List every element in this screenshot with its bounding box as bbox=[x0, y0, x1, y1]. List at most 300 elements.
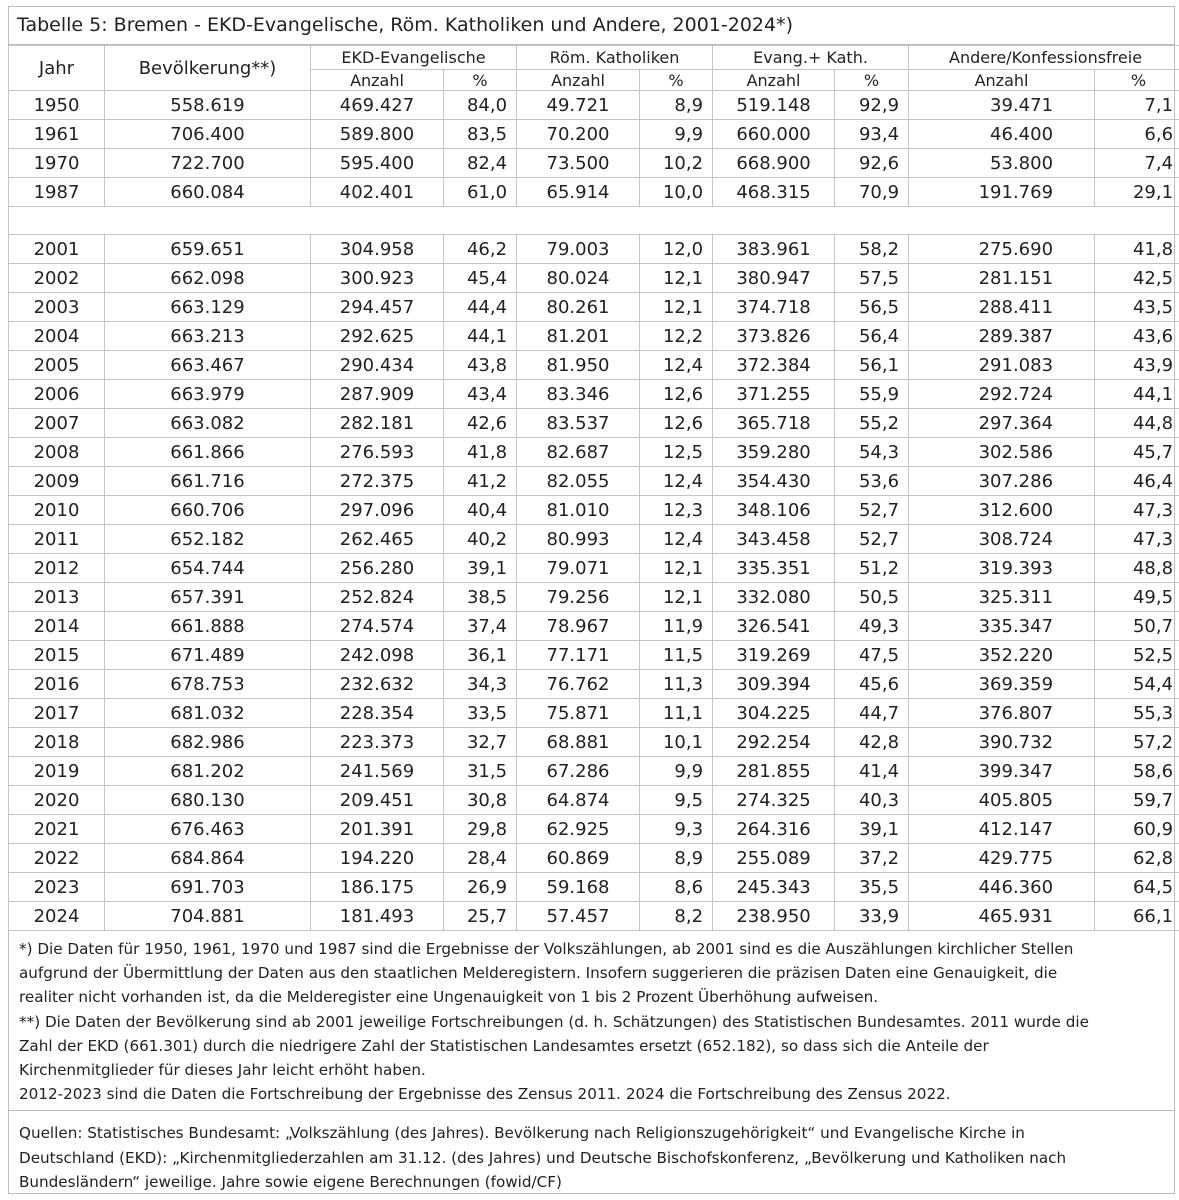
footnote-line: **) Die Daten der Bevölkerung sind ab 2001 jeweilige Fortschreibungen (d. h. Schätzungen) des Statistischen Bundesamtes. 2011 wurde die bbox=[19, 1012, 1089, 1031]
cell-ekd-percent: 42,6 bbox=[444, 409, 517, 438]
cell-bevoelkerung: 706.400 bbox=[105, 120, 311, 149]
cell-ekd-anzahl: 181.493 bbox=[311, 902, 444, 931]
cell-andere-anzahl: 288.411 bbox=[909, 293, 1095, 322]
cell-ekd-percent: 41,2 bbox=[444, 467, 517, 496]
cell-kath-anzahl: 80.261 bbox=[517, 293, 640, 322]
cell-evkath-percent: 56,4 bbox=[835, 322, 909, 351]
cell-bevoelkerung: 663.129 bbox=[105, 293, 311, 322]
cell-kath-percent: 12,6 bbox=[640, 409, 713, 438]
cell-ekd-percent: 28,4 bbox=[444, 844, 517, 873]
cell-ekd-anzahl: 292.625 bbox=[311, 322, 444, 351]
cell-evkath-anzahl: 274.325 bbox=[713, 786, 835, 815]
cell-bevoelkerung: 661.716 bbox=[105, 467, 311, 496]
cell-kath-anzahl: 77.171 bbox=[517, 641, 640, 670]
cell-bevoelkerung: 663.213 bbox=[105, 322, 311, 351]
cell-jahr: 2016 bbox=[9, 670, 105, 699]
cell-kath-anzahl: 81.950 bbox=[517, 351, 640, 380]
cell-kath-percent: 9,5 bbox=[640, 786, 713, 815]
data-table bbox=[8, 45, 1179, 931]
cell-andere-anzahl: 390.732 bbox=[909, 728, 1095, 757]
cell-ekd-percent: 46,2 bbox=[444, 235, 517, 264]
header-anzahl: Anzahl bbox=[311, 70, 444, 91]
cell-jahr: 2017 bbox=[9, 699, 105, 728]
cell-andere-anzahl: 308.724 bbox=[909, 525, 1095, 554]
cell-ekd-percent: 40,2 bbox=[444, 525, 517, 554]
cell-kath-anzahl: 82.055 bbox=[517, 467, 640, 496]
cell-andere-anzahl: 275.690 bbox=[909, 235, 1095, 264]
cell-andere-percent: 49,5 bbox=[1095, 583, 1179, 612]
cell-jahr: 2002 bbox=[9, 264, 105, 293]
cell-bevoelkerung: 663.979 bbox=[105, 380, 311, 409]
table-body bbox=[9, 46, 1179, 931]
cell-ekd-anzahl: 294.457 bbox=[311, 293, 444, 322]
cell-evkath-percent: 41,4 bbox=[835, 757, 909, 786]
table-row bbox=[9, 902, 1179, 931]
cell-kath-percent: 8,2 bbox=[640, 902, 713, 931]
cell-ekd-percent: 32,7 bbox=[444, 728, 517, 757]
cell-ekd-anzahl: 297.096 bbox=[311, 496, 444, 525]
cell-evkath-anzahl: 335.351 bbox=[713, 554, 835, 583]
table-row bbox=[9, 728, 1179, 757]
cell-kath-percent: 9,3 bbox=[640, 815, 713, 844]
cell-kath-percent: 11,5 bbox=[640, 641, 713, 670]
cell-kath-anzahl: 83.346 bbox=[517, 380, 640, 409]
header-bevoelkerung: Bevölkerung**) bbox=[105, 46, 311, 91]
table-row bbox=[9, 554, 1179, 583]
cell-andere-anzahl: 399.347 bbox=[909, 757, 1095, 786]
footnote-line: realiter nicht vorhanden ist, da die Melderegister eine Ungenauigkeit von 1 bis 2 Prozent Überhöhung aufweisen. bbox=[19, 988, 879, 1007]
cell-ekd-percent: 41,8 bbox=[444, 438, 517, 467]
sources bbox=[9, 1111, 1174, 1194]
cell-andere-anzahl: 297.364 bbox=[909, 409, 1095, 438]
cell-ekd-anzahl: 232.632 bbox=[311, 670, 444, 699]
cell-ekd-anzahl: 300.923 bbox=[311, 264, 444, 293]
cell-andere-percent: 47,3 bbox=[1095, 496, 1179, 525]
cell-andere-anzahl: 281.151 bbox=[909, 264, 1095, 293]
cell-andere-anzahl: 465.931 bbox=[909, 902, 1095, 931]
cell-bevoelkerung: 691.703 bbox=[105, 873, 311, 902]
cell-kath-anzahl: 81.010 bbox=[517, 496, 640, 525]
cell-andere-anzahl: 325.311 bbox=[909, 583, 1095, 612]
cell-kath-percent: 12,1 bbox=[640, 293, 713, 322]
cell-andere-percent: 52,5 bbox=[1095, 641, 1179, 670]
cell-evkath-percent: 45,6 bbox=[835, 670, 909, 699]
cell-ekd-anzahl: 228.354 bbox=[311, 699, 444, 728]
cell-jahr: 2007 bbox=[9, 409, 105, 438]
cell-evkath-anzahl: 343.458 bbox=[713, 525, 835, 554]
cell-andere-percent: 43,9 bbox=[1095, 351, 1179, 380]
cell-evkath-anzahl: 373.826 bbox=[713, 322, 835, 351]
cell-andere-percent: 7,1 bbox=[1095, 91, 1179, 120]
header-percent: % bbox=[1095, 70, 1179, 91]
cell-bevoelkerung: 681.202 bbox=[105, 757, 311, 786]
cell-andere-anzahl: 369.359 bbox=[909, 670, 1095, 699]
cell-bevoelkerung: 684.864 bbox=[105, 844, 311, 873]
cell-evkath-percent: 35,5 bbox=[835, 873, 909, 902]
cell-ekd-percent: 61,0 bbox=[444, 178, 517, 207]
cell-evkath-percent: 92,6 bbox=[835, 149, 909, 178]
cell-evkath-percent: 54,3 bbox=[835, 438, 909, 467]
header-anzahl: Anzahl bbox=[517, 70, 640, 91]
cell-evkath-anzahl: 264.316 bbox=[713, 815, 835, 844]
cell-ekd-percent: 31,5 bbox=[444, 757, 517, 786]
cell-ekd-anzahl: 262.465 bbox=[311, 525, 444, 554]
cell-ekd-anzahl: 469.427 bbox=[311, 91, 444, 120]
header-anzahl: Anzahl bbox=[713, 70, 835, 91]
cell-andere-percent: 48,8 bbox=[1095, 554, 1179, 583]
cell-evkath-anzahl: 383.961 bbox=[713, 235, 835, 264]
cell-jahr: 2006 bbox=[9, 380, 105, 409]
cell-andere-anzahl: 312.600 bbox=[909, 496, 1095, 525]
table-row bbox=[9, 815, 1179, 844]
cell-jahr: 1987 bbox=[9, 178, 105, 207]
cell-evkath-percent: 50,5 bbox=[835, 583, 909, 612]
cell-bevoelkerung: 660.706 bbox=[105, 496, 311, 525]
cell-andere-percent: 29,1 bbox=[1095, 178, 1179, 207]
cell-jahr: 2013 bbox=[9, 583, 105, 612]
cell-andere-percent: 50,7 bbox=[1095, 612, 1179, 641]
cell-bevoelkerung: 660.084 bbox=[105, 178, 311, 207]
header-group-andere: Andere/Konfessionsfreie bbox=[909, 46, 1179, 70]
cell-kath-anzahl: 79.071 bbox=[517, 554, 640, 583]
cell-ekd-anzahl: 223.373 bbox=[311, 728, 444, 757]
cell-jahr: 2009 bbox=[9, 467, 105, 496]
cell-andere-percent: 44,8 bbox=[1095, 409, 1179, 438]
cell-andere-anzahl: 39.471 bbox=[909, 91, 1095, 120]
cell-ekd-anzahl: 287.909 bbox=[311, 380, 444, 409]
table-row bbox=[9, 612, 1179, 641]
cell-ekd-anzahl: 595.400 bbox=[311, 149, 444, 178]
cell-kath-percent: 12,5 bbox=[640, 438, 713, 467]
table-row bbox=[9, 496, 1179, 525]
cell-evkath-anzahl: 468.315 bbox=[713, 178, 835, 207]
cell-jahr: 1950 bbox=[9, 91, 105, 120]
cell-andere-percent: 6,6 bbox=[1095, 120, 1179, 149]
cell-jahr: 2021 bbox=[9, 815, 105, 844]
cell-ekd-anzahl: 186.175 bbox=[311, 873, 444, 902]
table-row bbox=[9, 873, 1179, 902]
header-percent: % bbox=[640, 70, 713, 91]
cell-andere-percent: 54,4 bbox=[1095, 670, 1179, 699]
cell-bevoelkerung: 663.467 bbox=[105, 351, 311, 380]
footnote-line: 2012-2023 sind die Daten die Fortschreibung der Ergebnisse des Zensus 2011. 2024 die Fortschreibung des Zensus 2022. bbox=[19, 1085, 951, 1104]
cell-kath-anzahl: 80.024 bbox=[517, 264, 640, 293]
cell-evkath-percent: 49,3 bbox=[835, 612, 909, 641]
table-row bbox=[9, 235, 1179, 264]
cell-jahr: 1970 bbox=[9, 149, 105, 178]
cell-evkath-anzahl: 519.148 bbox=[713, 91, 835, 120]
table-row bbox=[9, 641, 1179, 670]
cell-kath-anzahl: 64.874 bbox=[517, 786, 640, 815]
table-title: Tabelle 5: Bremen - EKD-Evangelische, Röm. Katholiken und Andere, 2001-2024*) bbox=[9, 7, 1174, 45]
cell-andere-percent: 64,5 bbox=[1095, 873, 1179, 902]
cell-evkath-anzahl: 292.254 bbox=[713, 728, 835, 757]
cell-jahr: 2014 bbox=[9, 612, 105, 641]
table-row bbox=[9, 149, 1179, 178]
cell-kath-percent: 12,1 bbox=[640, 583, 713, 612]
table-row bbox=[9, 467, 1179, 496]
cell-ekd-anzahl: 201.391 bbox=[311, 815, 444, 844]
cell-andere-percent: 55,3 bbox=[1095, 699, 1179, 728]
cell-kath-percent: 9,9 bbox=[640, 120, 713, 149]
cell-andere-anzahl: 352.220 bbox=[909, 641, 1095, 670]
cell-kath-percent: 9,9 bbox=[640, 757, 713, 786]
footnote-line: *) Die Daten für 1950, 1961, 1970 und 1987 sind die Ergebnisse der Volkszählungen, ab 2001 sind es die Auszählungen kirchlicher Stellen bbox=[19, 940, 1074, 958]
cell-ekd-percent: 39,1 bbox=[444, 554, 517, 583]
source-line: Deutschland (EKD): „Kirchenmitgliederzahlen am 31.12. (des Jahres) und Deutsche Bischofskonferenz, „Bevölkerung und Katholiken nach bbox=[19, 1148, 1067, 1167]
cell-kath-anzahl: 73.500 bbox=[517, 149, 640, 178]
cell-evkath-anzahl: 359.280 bbox=[713, 438, 835, 467]
cell-kath-anzahl: 65.914 bbox=[517, 178, 640, 207]
cell-bevoelkerung: 657.391 bbox=[105, 583, 311, 612]
cell-jahr: 2008 bbox=[9, 438, 105, 467]
cell-kath-percent: 10,1 bbox=[640, 728, 713, 757]
cell-kath-percent: 12,4 bbox=[640, 467, 713, 496]
cell-jahr: 2023 bbox=[9, 873, 105, 902]
cell-evkath-percent: 42,8 bbox=[835, 728, 909, 757]
cell-kath-anzahl: 60.869 bbox=[517, 844, 640, 873]
cell-evkath-percent: 58,2 bbox=[835, 235, 909, 264]
cell-jahr: 2015 bbox=[9, 641, 105, 670]
table-row bbox=[9, 264, 1179, 293]
cell-andere-anzahl: 46.400 bbox=[909, 120, 1095, 149]
cell-ekd-anzahl: 242.098 bbox=[311, 641, 444, 670]
cell-ekd-percent: 43,8 bbox=[444, 351, 517, 380]
cell-kath-percent: 12,1 bbox=[640, 264, 713, 293]
cell-andere-percent: 7,4 bbox=[1095, 149, 1179, 178]
header-jahr: Jahr bbox=[9, 46, 105, 91]
cell-bevoelkerung: 676.463 bbox=[105, 815, 311, 844]
cell-evkath-anzahl: 304.225 bbox=[713, 699, 835, 728]
cell-evkath-anzahl: 238.950 bbox=[713, 902, 835, 931]
cell-kath-percent: 10,0 bbox=[640, 178, 713, 207]
cell-ekd-percent: 26,9 bbox=[444, 873, 517, 902]
cell-evkath-anzahl: 255.089 bbox=[713, 844, 835, 873]
cell-ekd-anzahl: 290.434 bbox=[311, 351, 444, 380]
cell-ekd-percent: 38,5 bbox=[444, 583, 517, 612]
cell-kath-percent: 8,9 bbox=[640, 91, 713, 120]
cell-andere-anzahl: 446.360 bbox=[909, 873, 1095, 902]
cell-jahr: 2024 bbox=[9, 902, 105, 931]
cell-jahr: 2001 bbox=[9, 235, 105, 264]
cell-kath-percent: 12,1 bbox=[640, 554, 713, 583]
cell-kath-anzahl: 67.286 bbox=[517, 757, 640, 786]
cell-evkath-anzahl: 354.430 bbox=[713, 467, 835, 496]
cell-kath-anzahl: 57.457 bbox=[517, 902, 640, 931]
cell-kath-anzahl: 79.256 bbox=[517, 583, 640, 612]
cell-bevoelkerung: 661.888 bbox=[105, 612, 311, 641]
table-row bbox=[9, 786, 1179, 815]
cell-andere-anzahl: 289.387 bbox=[909, 322, 1095, 351]
cell-andere-anzahl: 319.393 bbox=[909, 554, 1095, 583]
cell-ekd-anzahl: 304.958 bbox=[311, 235, 444, 264]
cell-andere-percent: 60,9 bbox=[1095, 815, 1179, 844]
cell-bevoelkerung: 652.182 bbox=[105, 525, 311, 554]
cell-evkath-anzahl: 380.947 bbox=[713, 264, 835, 293]
table-row bbox=[9, 409, 1179, 438]
cell-andere-anzahl: 292.724 bbox=[909, 380, 1095, 409]
footnote-line: Zahl der EKD (661.301) durch die niedrigere Zahl der Statistischen Landesamtes ersetzt (652.182), so dass sich die Anteile der bbox=[19, 1036, 989, 1055]
source-line: Bundesländern“ jeweilige. Jahre sowie eigene Berechnungen (fowid/CF) bbox=[19, 1172, 562, 1191]
cell-ekd-percent: 30,8 bbox=[444, 786, 517, 815]
cell-evkath-percent: 92,9 bbox=[835, 91, 909, 120]
cell-kath-percent: 8,9 bbox=[640, 844, 713, 873]
cell-ekd-percent: 40,4 bbox=[444, 496, 517, 525]
cell-andere-anzahl: 307.286 bbox=[909, 467, 1095, 496]
cell-ekd-percent: 83,5 bbox=[444, 120, 517, 149]
cell-bevoelkerung: 662.098 bbox=[105, 264, 311, 293]
spacer-cell bbox=[9, 207, 1179, 235]
cell-andere-percent: 42,5 bbox=[1095, 264, 1179, 293]
cell-evkath-percent: 53,6 bbox=[835, 467, 909, 496]
cell-evkath-percent: 56,1 bbox=[835, 351, 909, 380]
cell-kath-percent: 8,6 bbox=[640, 873, 713, 902]
cell-ekd-anzahl: 194.220 bbox=[311, 844, 444, 873]
cell-bevoelkerung: 704.881 bbox=[105, 902, 311, 931]
cell-ekd-percent: 84,0 bbox=[444, 91, 517, 120]
header-percent: % bbox=[444, 70, 517, 91]
cell-jahr: 2010 bbox=[9, 496, 105, 525]
cell-andere-percent: 46,4 bbox=[1095, 467, 1179, 496]
cell-ekd-anzahl: 282.181 bbox=[311, 409, 444, 438]
cell-jahr: 2005 bbox=[9, 351, 105, 380]
cell-evkath-percent: 33,9 bbox=[835, 902, 909, 931]
cell-ekd-percent: 36,1 bbox=[444, 641, 517, 670]
table-row bbox=[9, 844, 1179, 873]
cell-andere-anzahl: 335.347 bbox=[909, 612, 1095, 641]
cell-evkath-anzahl: 372.384 bbox=[713, 351, 835, 380]
cell-andere-anzahl: 405.805 bbox=[909, 786, 1095, 815]
cell-ekd-anzahl: 209.451 bbox=[311, 786, 444, 815]
cell-ekd-anzahl: 241.569 bbox=[311, 757, 444, 786]
cell-bevoelkerung: 663.082 bbox=[105, 409, 311, 438]
cell-kath-anzahl: 83.537 bbox=[517, 409, 640, 438]
cell-kath-percent: 12,0 bbox=[640, 235, 713, 264]
cell-andere-percent: 57,2 bbox=[1095, 728, 1179, 757]
cell-kath-anzahl: 82.687 bbox=[517, 438, 640, 467]
cell-ekd-anzahl: 272.375 bbox=[311, 467, 444, 496]
cell-andere-percent: 47,3 bbox=[1095, 525, 1179, 554]
cell-jahr: 2020 bbox=[9, 786, 105, 815]
cell-evkath-percent: 52,7 bbox=[835, 496, 909, 525]
cell-kath-percent: 12,2 bbox=[640, 322, 713, 351]
cell-jahr: 2004 bbox=[9, 322, 105, 351]
cell-ekd-percent: 33,5 bbox=[444, 699, 517, 728]
cell-kath-anzahl: 76.762 bbox=[517, 670, 640, 699]
cell-ekd-percent: 43,4 bbox=[444, 380, 517, 409]
cell-jahr: 2018 bbox=[9, 728, 105, 757]
cell-evkath-anzahl: 371.255 bbox=[713, 380, 835, 409]
table-row bbox=[9, 699, 1179, 728]
cell-kath-anzahl: 79.003 bbox=[517, 235, 640, 264]
cell-kath-anzahl: 62.925 bbox=[517, 815, 640, 844]
table-row bbox=[9, 293, 1179, 322]
header-percent: % bbox=[835, 70, 909, 91]
cell-andere-percent: 43,6 bbox=[1095, 322, 1179, 351]
cell-evkath-anzahl: 281.855 bbox=[713, 757, 835, 786]
cell-evkath-percent: 52,7 bbox=[835, 525, 909, 554]
cell-ekd-anzahl: 256.280 bbox=[311, 554, 444, 583]
cell-kath-percent: 10,2 bbox=[640, 149, 713, 178]
table-row bbox=[9, 583, 1179, 612]
cell-evkath-percent: 55,9 bbox=[835, 380, 909, 409]
source-line: Quellen: Statistisches Bundesamt: „Volkszählung (des Jahres). Bevölkerung nach Religionszugehörigkeit“ und Evangelische Kirche in bbox=[19, 1124, 1025, 1143]
cell-evkath-percent: 47,5 bbox=[835, 641, 909, 670]
cell-andere-anzahl: 302.586 bbox=[909, 438, 1095, 467]
cell-evkath-anzahl: 245.343 bbox=[713, 873, 835, 902]
header-group-katholiken: Röm. Katholiken bbox=[517, 46, 713, 70]
cell-kath-anzahl: 78.967 bbox=[517, 612, 640, 641]
table-row bbox=[9, 120, 1179, 149]
table-row bbox=[9, 438, 1179, 467]
cell-jahr: 2003 bbox=[9, 293, 105, 322]
cell-jahr: 2012 bbox=[9, 554, 105, 583]
cell-evkath-anzahl: 309.394 bbox=[713, 670, 835, 699]
cell-evkath-anzahl: 326.541 bbox=[713, 612, 835, 641]
cell-ekd-percent: 29,8 bbox=[444, 815, 517, 844]
cell-andere-percent: 45,7 bbox=[1095, 438, 1179, 467]
table-row bbox=[9, 670, 1179, 699]
cell-ekd-anzahl: 402.401 bbox=[311, 178, 444, 207]
cell-kath-percent: 12,4 bbox=[640, 525, 713, 554]
cell-kath-percent: 11,1 bbox=[640, 699, 713, 728]
cell-evkath-anzahl: 365.718 bbox=[713, 409, 835, 438]
cell-ekd-percent: 37,4 bbox=[444, 612, 517, 641]
cell-jahr: 2011 bbox=[9, 525, 105, 554]
cell-kath-anzahl: 70.200 bbox=[517, 120, 640, 149]
cell-evkath-percent: 37,2 bbox=[835, 844, 909, 873]
cell-kath-percent: 12,6 bbox=[640, 380, 713, 409]
cell-ekd-anzahl: 589.800 bbox=[311, 120, 444, 149]
cell-bevoelkerung: 681.032 bbox=[105, 699, 311, 728]
cell-evkath-percent: 56,5 bbox=[835, 293, 909, 322]
cell-kath-percent: 12,3 bbox=[640, 496, 713, 525]
cell-ekd-anzahl: 274.574 bbox=[311, 612, 444, 641]
spacer-row bbox=[9, 207, 1179, 235]
cell-evkath-percent: 93,4 bbox=[835, 120, 909, 149]
cell-ekd-percent: 45,4 bbox=[444, 264, 517, 293]
table-row bbox=[9, 380, 1179, 409]
cell-andere-percent: 44,1 bbox=[1095, 380, 1179, 409]
cell-bevoelkerung: 659.651 bbox=[105, 235, 311, 264]
cell-evkath-percent: 51,2 bbox=[835, 554, 909, 583]
footnote-line: Kirchenmitglieder für dieses Jahr leicht erhöht haben. bbox=[19, 1061, 426, 1080]
cell-andere-anzahl: 291.083 bbox=[909, 351, 1095, 380]
table-row bbox=[9, 351, 1179, 380]
cell-ekd-anzahl: 276.593 bbox=[311, 438, 444, 467]
cell-andere-anzahl: 412.147 bbox=[909, 815, 1095, 844]
cell-kath-anzahl: 49.721 bbox=[517, 91, 640, 120]
cell-ekd-percent: 82,4 bbox=[444, 149, 517, 178]
cell-bevoelkerung: 678.753 bbox=[105, 670, 311, 699]
cell-bevoelkerung: 722.700 bbox=[105, 149, 311, 178]
cell-ekd-percent: 34,3 bbox=[444, 670, 517, 699]
cell-evkath-anzahl: 319.269 bbox=[713, 641, 835, 670]
cell-andere-anzahl: 53.800 bbox=[909, 149, 1095, 178]
cell-bevoelkerung: 680.130 bbox=[105, 786, 311, 815]
cell-evkath-percent: 70,9 bbox=[835, 178, 909, 207]
cell-bevoelkerung: 654.744 bbox=[105, 554, 311, 583]
cell-jahr: 2022 bbox=[9, 844, 105, 873]
cell-evkath-percent: 55,2 bbox=[835, 409, 909, 438]
cell-ekd-percent: 44,4 bbox=[444, 293, 517, 322]
cell-kath-percent: 12,4 bbox=[640, 351, 713, 380]
table-row bbox=[9, 525, 1179, 554]
header-anzahl: Anzahl bbox=[909, 70, 1095, 91]
cell-evkath-percent: 40,3 bbox=[835, 786, 909, 815]
header-group-evang-kath: Evang.+ Kath. bbox=[713, 46, 909, 70]
header-row-groups bbox=[9, 46, 1179, 70]
